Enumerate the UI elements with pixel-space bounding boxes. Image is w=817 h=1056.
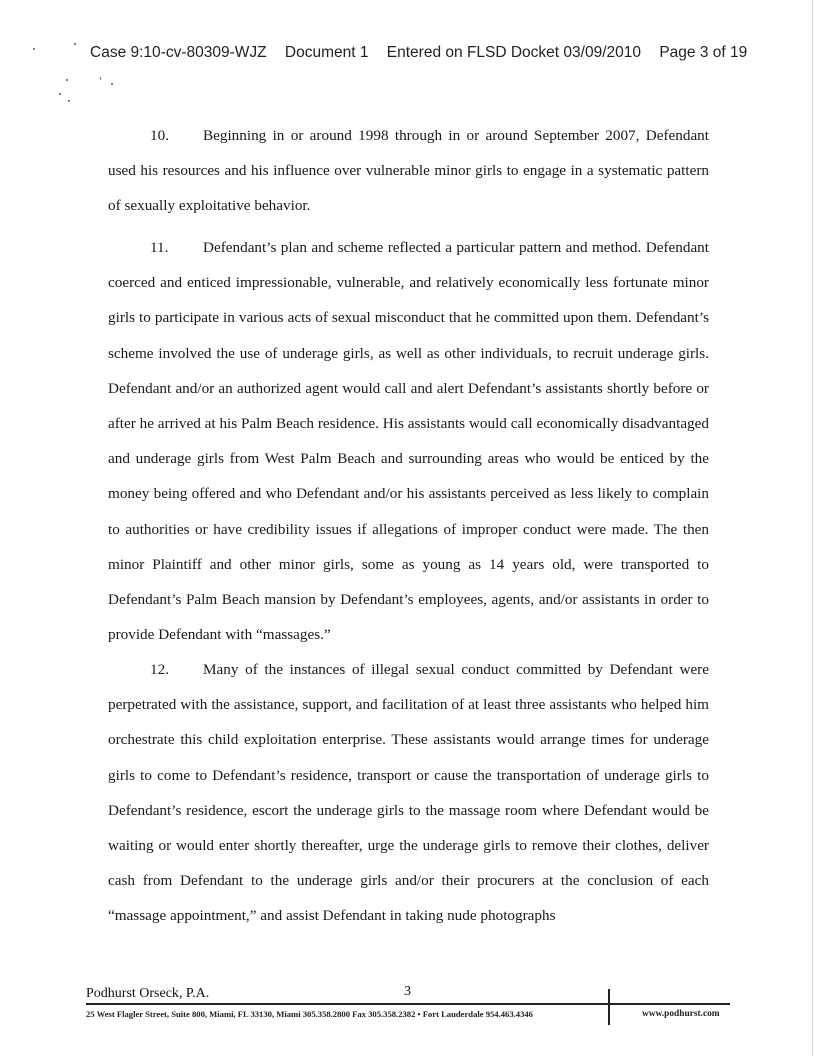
paragraph-11 <box>108 230 709 652</box>
scan-speck <box>111 83 113 85</box>
paragraph-number: 10. <box>150 127 169 144</box>
paragraph-number: 11. <box>150 239 169 256</box>
scan-speck <box>100 77 101 80</box>
page-edge <box>812 0 813 1056</box>
scan-speck <box>66 79 68 81</box>
document-number: Document 1 <box>284 44 369 61</box>
page-number: 3 <box>404 984 411 999</box>
docket-header <box>90 44 748 62</box>
firm-website: www.podhurst.com <box>642 1009 720 1019</box>
paragraph-text: Defendant’s plan and scheme reflected a particular pattern and method. Defendant coerced and enticed impressionable, vulnerable, and relatively economically less fortunate minor girls to participate in various acts of sexual misconduct that he committed upon them. Defendant’s scheme involved the use of underage girls, as well as other individuals, to recruit underage girls. Defendant and/or an authorized agent would call and alert Defendant’s assistants shortly before or after he arrived at his Palm Beach residence. His assistants would call economically disadvantaged and underage girls from West Palm Beach and surrounding areas who would be enticed by the money being offered and who Defendant and/or his assistants perceived as less likely to complain to authorities or have credibility issues if allegations of improper conduct were made. The then minor Plaintiff and other minor girls, some as young as 14 years old, were transported to Defendant’s Palm Beach mansion by Defendant’s employees, agents, and/or assistants in order to provide Defendant with “massages.” <box>108 239 709 644</box>
paragraph-number: 12. <box>150 661 169 678</box>
docket-entry-date: Entered on FLSD Docket 03/09/2010 <box>386 44 641 61</box>
firm-address: 25 West Flagler Street, Suite 800, Miami, FL 33130, Miami 305.358.2800 Fax 305.358.2382 • Fort Lauderdale 954.463.4346 <box>86 1009 533 1019</box>
paragraph-text: Beginning in or around 1998 through in or around September 2007, Defendant used his resources and his influence over vulnerable minor girls to engage in a systematic pattern of sexually exploitative behavior. <box>108 127 709 215</box>
footer-divider <box>86 1003 730 1005</box>
scan-speck <box>59 93 61 95</box>
scan-speck <box>33 48 35 50</box>
page-count: Page 3 of 19 <box>659 44 748 61</box>
case-number: Case 9:10-cv-80309-WJZ <box>90 44 267 61</box>
scan-speck <box>74 43 76 45</box>
scan-speck <box>68 100 70 102</box>
paragraph-text: Many of the instances of illegal sexual conduct committed by Defendant were perpetrated with the assistance, support, and facilitation of at least three assistants who helped him orchestrate this child exploitation enterprise. These assistants would arrange times for underage girls to come to Defendant’s residence, transport or cause the transportation of underage girls to Defendant’s residence, escort the underage girls to the massage room where Defendant would be waiting or would enter shortly thereafter, urge the underage girls to remove their clothes, deliver cash from Defendant to the underage girls and/or their procurers at the conclusion of each “massage appointment,” and assist Defendant in taking nude photographs <box>108 661 709 925</box>
paragraph-10 <box>108 118 709 224</box>
law-firm-name: Podhurst Orseck, P.A. <box>86 986 210 1001</box>
paragraph-12 <box>108 652 709 934</box>
footer-vertical-divider <box>608 989 610 1025</box>
